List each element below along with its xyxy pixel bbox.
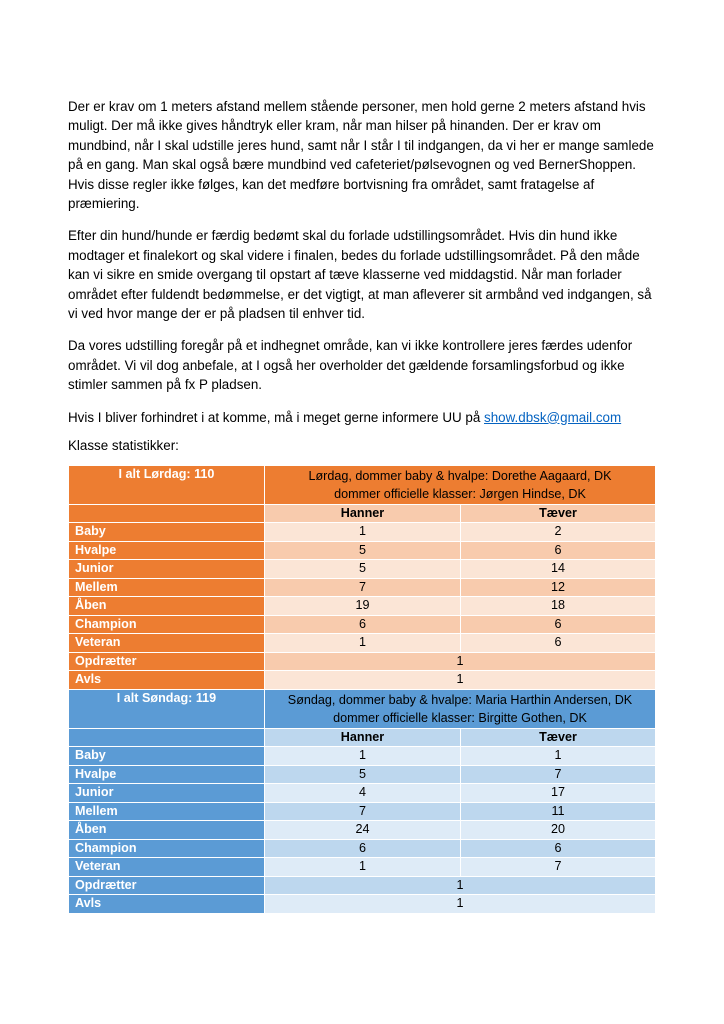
contact-text: Hvis I bliver forhindret i at komme, må i meget gerne informere UU på	[68, 409, 485, 425]
females-count: 6	[461, 541, 656, 560]
males-count: 5	[265, 560, 461, 579]
sunday-section	[69, 689, 656, 913]
females-count: 6	[461, 839, 656, 858]
breeder-count: 1	[265, 876, 656, 895]
class-label: Champion	[69, 839, 265, 858]
sunday-header-row	[69, 689, 656, 728]
class-label: Junior	[69, 560, 265, 579]
males-count: 1	[265, 634, 461, 653]
sunday-judge-line-1: Søndag, dommer baby & hvalpe: Maria Harthin Andersen, DK	[287, 692, 633, 707]
table-row	[69, 671, 656, 690]
progeny-count: 1	[265, 671, 656, 690]
males-count: 7	[265, 802, 461, 821]
females-count: 7	[461, 858, 656, 877]
class-label: Hvalpe	[69, 765, 265, 784]
sunday-col-females: Tæver	[461, 728, 656, 747]
females-count: 2	[461, 523, 656, 542]
breeder-count: 1	[265, 652, 656, 671]
females-count: 20	[461, 821, 656, 840]
class-label: Veteran	[69, 858, 265, 877]
saturday-judge-line-2: dommer officielle klasser: Jørgen Hindse, DK	[334, 486, 586, 501]
class-label: Mellem	[69, 802, 265, 821]
table-row	[69, 765, 656, 784]
class-label: Åben	[69, 821, 265, 840]
paragraph-contact	[68, 408, 658, 427]
class-label: Avls	[69, 671, 265, 690]
class-label: Junior	[69, 784, 265, 803]
table-row	[69, 541, 656, 560]
table-row	[69, 784, 656, 803]
sunday-col-males: Hanner	[265, 728, 461, 747]
document-body	[68, 97, 658, 914]
saturday-header-row	[69, 465, 656, 504]
email-link[interactable]: show.dbsk@gmail.com	[484, 409, 622, 425]
males-count: 7	[265, 578, 461, 597]
table-row	[69, 578, 656, 597]
class-label: Opdrætter	[69, 652, 265, 671]
table-row	[69, 634, 656, 653]
males-count: 1	[265, 747, 461, 766]
saturday-col-females: Tæver	[461, 504, 656, 523]
paragraph-rules: Der er krav om 1 meters afstand mellem stående personer, men hold gerne 2 meters afstand hvis muligt. Der må ikke gives håndtryk eller kram, når man hilser på hinanden. Der er krav om mundbind, når I skal udstille jeres hund, samt når I står I til indgangen, da vi her er mange samlede på en gang. Man skal også bære mundbind ved cafeteriet/pølsevognen og ved BernerShoppen. Hvis disse regler ikke følges, kan det medføre bortvisning fra området, samt fratagelse af præmiering.	[68, 99, 654, 212]
table-row	[69, 597, 656, 616]
table-row	[69, 876, 656, 895]
table-row	[69, 523, 656, 542]
males-count: 4	[265, 784, 461, 803]
table-row	[69, 560, 656, 579]
table-row	[69, 839, 656, 858]
class-label: Champion	[69, 615, 265, 634]
saturday-col-males: Hanner	[265, 504, 461, 523]
class-label: Veteran	[69, 634, 265, 653]
saturday-judges	[265, 465, 656, 504]
class-label: Mellem	[69, 578, 265, 597]
sunday-corner-cell	[69, 728, 265, 747]
table-row	[69, 895, 656, 914]
progeny-count: 1	[265, 895, 656, 914]
females-count: 1	[461, 747, 656, 766]
sunday-column-headers	[69, 728, 656, 747]
table-row	[69, 747, 656, 766]
saturday-section	[69, 465, 656, 689]
males-count: 1	[265, 858, 461, 877]
table-row	[69, 858, 656, 877]
sunday-total: I alt Søndag: 119	[69, 689, 265, 728]
saturday-column-headers	[69, 504, 656, 523]
females-count: 18	[461, 597, 656, 616]
males-count: 1	[265, 523, 461, 542]
class-statistics-table	[68, 465, 656, 914]
males-count: 5	[265, 541, 461, 560]
class-label: Avls	[69, 895, 265, 914]
class-label: Opdrætter	[69, 876, 265, 895]
males-count: 5	[265, 765, 461, 784]
saturday-corner-cell	[69, 504, 265, 523]
table-row	[69, 821, 656, 840]
table-row	[69, 652, 656, 671]
stats-heading: Klasse statistikker:	[68, 438, 179, 454]
females-count: 7	[461, 765, 656, 784]
class-label: Åben	[69, 597, 265, 616]
saturday-judge-line-1: Lørdag, dommer baby & hvalpe: Dorethe Aagaard, DK	[308, 468, 612, 483]
females-count: 17	[461, 784, 656, 803]
class-label: Baby	[69, 747, 265, 766]
males-count: 19	[265, 597, 461, 616]
class-label: Baby	[69, 523, 265, 542]
females-count: 12	[461, 578, 656, 597]
sunday-judges	[265, 689, 656, 728]
males-count: 6	[265, 615, 461, 634]
females-count: 6	[461, 634, 656, 653]
females-count: 14	[461, 560, 656, 579]
paragraph-fenced-area: Da vores udstilling foregår på et indhegnet område, kan vi ikke kontrollere jeres færdes udenfor området. Vi vil dog anbefale, at I også her overholder det gældende forsamlingsforbud og ikke stimler sammen på fx P pladsen.	[68, 338, 633, 393]
males-count: 24	[265, 821, 461, 840]
table-row	[69, 615, 656, 634]
class-label: Hvalpe	[69, 541, 265, 560]
females-count: 6	[461, 615, 656, 634]
table-row	[69, 802, 656, 821]
paragraph-after-judging: Efter din hund/hunde er færdig bedømt skal du forlade udstillingsområdet. Hvis din hund ikke modtager et finalekort og skal videre i finalen, bedes du forlade udstillingsområdet. På den måde kan vi sikre en smide overgang til opstart af tæve klasserne ved middagstid. Når man forlader området efter fuldendt bedømmelse, er det vigtigt, at man afleverer sit armbånd ved indgangen, så vi ved hvor mange der er på pladsen til enhver tid.	[68, 228, 652, 322]
females-count: 11	[461, 802, 656, 821]
saturday-total: I alt Lørdag: 110	[69, 465, 265, 504]
males-count: 6	[265, 839, 461, 858]
sunday-judge-line-2: dommer officielle klasser: Birgitte Gothen, DK	[333, 710, 587, 725]
